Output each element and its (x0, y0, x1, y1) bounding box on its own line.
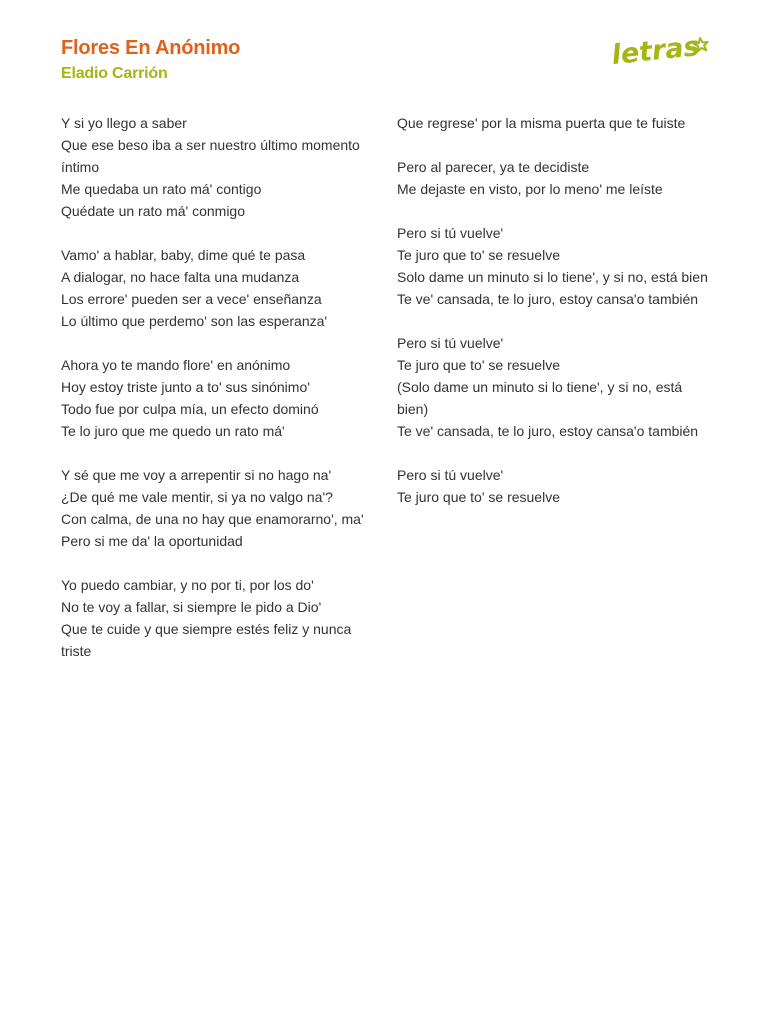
lyrics-stanza (61, 574, 379, 662)
lyric-line: No te voy a fallar, si siempre le pido a Dio' (61, 599, 322, 615)
lyric-line: Hoy estoy triste junto a to' sus sinónimo' (61, 379, 310, 395)
lyric-line: Solo dame un minuto si lo tiene', y si no, está bien (397, 269, 708, 285)
lyric-line: Todo fue por culpa mía, un efecto dominó (61, 401, 319, 417)
lyric-line: Pero si tú vuelve' (397, 335, 504, 351)
lyrics-stanza (397, 464, 717, 508)
song-header (61, 34, 240, 86)
lyric-line: (Solo dame un minuto si lo tiene', y si no, está bien) (397, 379, 683, 417)
lyric-line: Te juro que to' se resuelve (397, 357, 560, 373)
lyrics-column-right (397, 112, 717, 530)
lyrics-stanza (61, 354, 379, 442)
lyric-line: Quédate un rato má' conmigo (61, 203, 246, 219)
lyric-line: Y si yo llego a saber (61, 115, 187, 131)
lyrics-stanza (61, 244, 379, 332)
lyrics-stanza (397, 332, 717, 442)
lyric-line: Que te cuide y que siempre estés feliz y nunca triste (61, 621, 352, 659)
lyric-line: Que ese beso iba a ser nuestro último momento íntimo (61, 137, 360, 175)
lyric-line: Me dejaste en visto, por lo meno' me leíste (397, 181, 663, 197)
lyric-line: Que regrese' por la misma puerta que te fuiste (397, 115, 686, 131)
lyric-line: Vamo' a hablar, baby, dime qué te pasa (61, 247, 306, 263)
lyric-line: Pero al parecer, ya te decidiste (397, 159, 590, 175)
artist-name: Eladio Carrión (61, 65, 168, 82)
letras-logo[interactable] (612, 30, 712, 74)
lyric-line: Con calma, de una no hay que enamorarno', ma' (61, 511, 364, 527)
lyrics-stanza (397, 222, 717, 310)
lyrics-stanza (61, 112, 379, 222)
song-title: Flores En Anónimo (61, 37, 241, 59)
lyric-line: Y sé que me voy a arrepentir si no hago na' (61, 467, 332, 483)
lyric-line: Lo último que perdemo' son las esperanza' (61, 313, 328, 329)
lyric-line: Te lo juro que me quedo un rato má' (61, 423, 285, 439)
letras-logo-graphic (612, 30, 712, 74)
lyrics-stanza (61, 464, 379, 552)
lyric-line: ¿De qué me vale mentir, si ya no valgo na'? (61, 489, 333, 505)
lyric-line: Pero si tú vuelve' (397, 467, 504, 483)
lyrics-stanza (397, 156, 717, 200)
lyrics-stanza (397, 112, 717, 134)
lyric-line: Te ve' cansada, te lo juro, estoy cansa'o también (397, 423, 699, 439)
lyric-line: Me quedaba un rato má' contigo (61, 181, 262, 197)
lyrics-column-left (61, 112, 379, 684)
lyric-line: A dialogar, no hace falta una mudanza (61, 269, 300, 285)
lyric-line: Te ve' cansada, te lo juro, estoy cansa'o también (397, 291, 699, 307)
letras-logo-text: letras (612, 31, 701, 72)
lyric-line: Pero si me da' la oportunidad (61, 533, 243, 549)
lyric-line: Los errore' pueden ser a vece' enseñanza (61, 291, 322, 307)
lyric-line: Ahora yo te mando flore' en anónimo (61, 357, 291, 373)
lyric-line: Yo puedo cambiar, y no por ti, por los do' (61, 577, 314, 593)
lyric-line: Pero si tú vuelve' (397, 225, 504, 241)
lyric-line: Te juro que to' se resuelve (397, 247, 560, 263)
lyric-line: Te juro que to' se resuelve (397, 489, 560, 505)
